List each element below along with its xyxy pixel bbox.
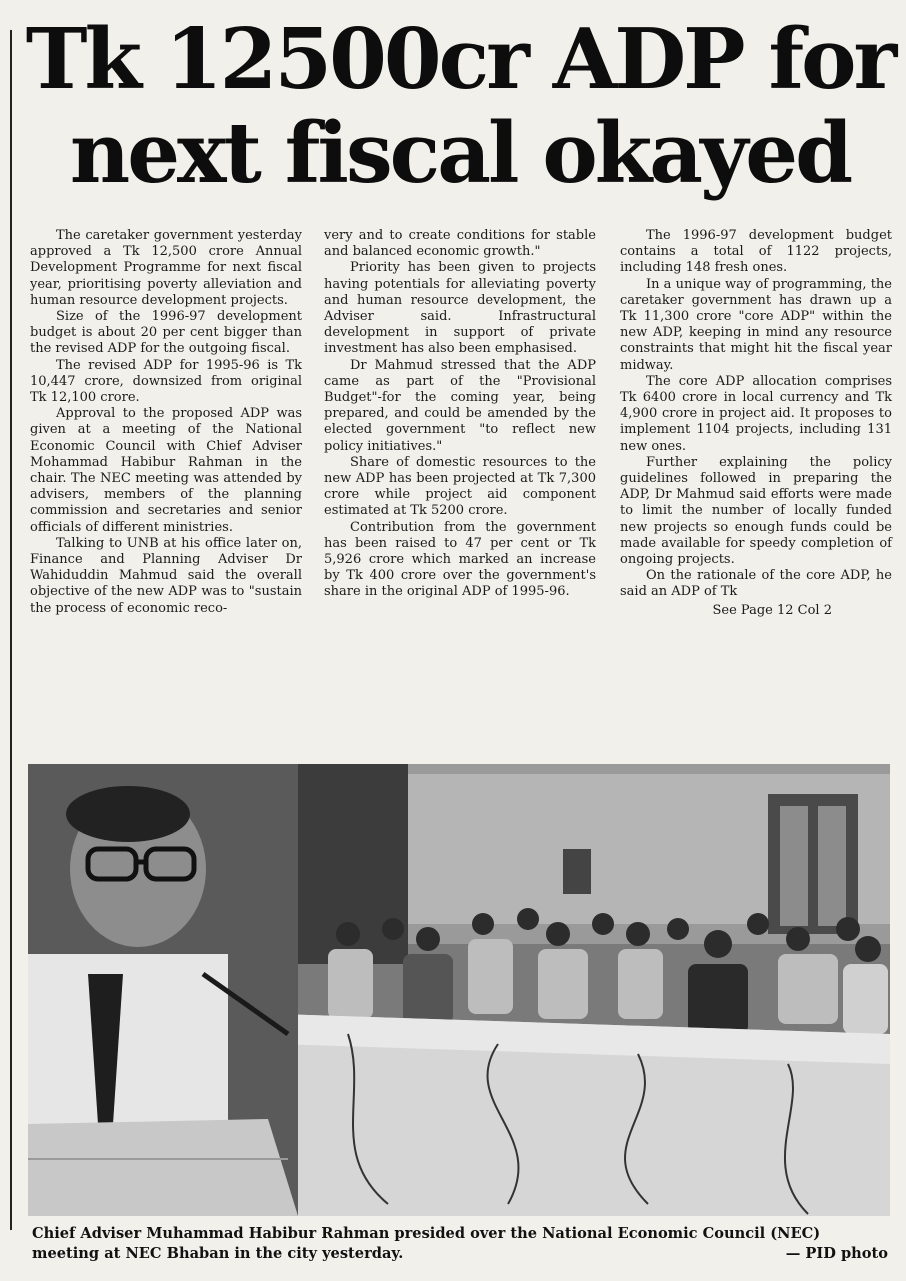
photo-caption [32,1224,888,1264]
paragraph: In a unique way of programming, the caretaker government has drawn up a Tk 11,300 crore "core ADP" within the new ADP, keeping in mind any resource constraints that might hit the fiscal year midway. [620,276,892,373]
paragraph: The 1996-97 development budget contains a total of 1122 projects, including 148 fresh ones. [620,228,892,276]
paragraph: Size of the 1996-97 development budget is about 20 per cent bigger than the revised ADP for the outgoing fiscal. [30,309,302,357]
article-column-2 [324,228,596,601]
paragraph: Dr Mahmud stressed that the ADP came as part of the "Provisional Budget"-for the coming year, being prepared, and could be amended by the elected government "to reflect new policy initiatives." [324,357,596,454]
paragraph: On the rationale of the core ADP, he said an ADP of Tk [620,568,892,600]
paragraph: The revised ADP for 1995-96 is Tk 10,447 crore, downsized from original Tk 12,100 crore. [30,357,302,406]
continued-reference: See Page 12 Col 2 [712,602,832,618]
paragraph: Approval to the proposed ADP was given at a meeting of the National Economic Council with Chief Adviser Mohammad Habibur Rahman in the chair. The NEC meeting was attended by advisers, members of the planning commission and secretaries and senior officials of different ministries. [30,406,302,535]
paragraph: Priority has been given to projects having potentials for alleviating poverty and human resource development, the Adviser said. Infrastructural development in support of private investment has also been emphasised. [324,260,596,357]
paragraph: Talking to UNB at his office later on, Finance and Planning Adviser Dr Wahiduddin Mahmud said the overall objective of the new ADP was to "sustain the process of economic reco- [30,535,302,616]
paragraph: Further explaining the policy guidelines followed in preparing the ADP, Dr Mahmud said efforts were made to limit the number of locally funded new projects so enough funds could be made available for speedy completion of ongoing projects. [620,454,892,568]
article-column-1 [30,228,302,617]
column-rule [10,30,12,1230]
paragraph: The core ADP allocation comprises Tk 6400 crore in local currency and Tk 4,900 crore in project aid. It proposes to implement 1104 projects, including 131 new ones. [620,373,892,454]
headline [20,12,900,200]
article-column-3 [620,228,892,619]
paragraph: Contribution from the government has been raised to 47 per cent or Tk 5,926 crore which marked an increase by Tk 400 crore over the government's share in the original ADP of 1995-96. [324,519,596,600]
headline-line-2: next fiscal okayed [69,104,851,202]
photo-credit: — PID photo [785,1245,888,1262]
headline-line-1: Tk 12500cr ADP for [25,10,895,108]
article-body [30,228,892,758]
paragraph: The caretaker government yesterday approved a Tk 12,500 crore Annual Development Programme for next fiscal year, prioritising poverty alleviation and human resource development projects. [30,228,302,308]
caption-text: Chief Adviser Muhammad Habibur Rahman presided over the National Economic Council (NEC) meeting at NEC Bhaban in the city yesterday. [32,1225,821,1262]
news-photo [28,764,890,1216]
paragraph-continuation: very and to create conditions for stable and balanced economic growth." [324,228,596,260]
paragraph: Share of domestic resources to the new ADP has been projected at Tk 7,300 crore while project aid component estimated at Tk 5200 crore. [324,454,596,519]
